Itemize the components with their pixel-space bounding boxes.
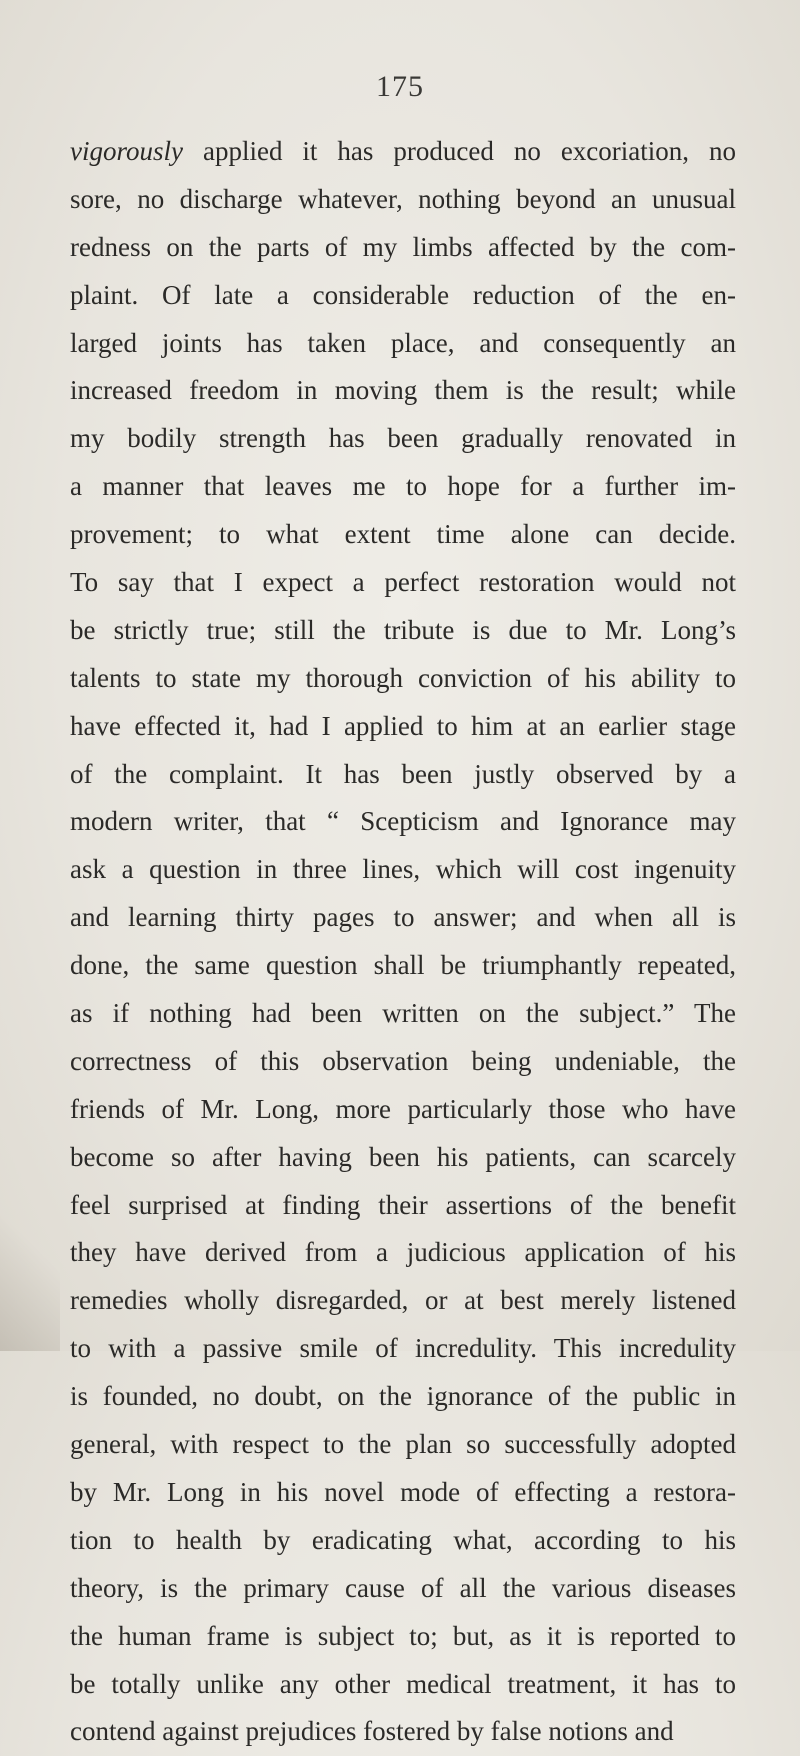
text-line-1 (70, 128, 736, 176)
text-line: sore, no discharge whatever, nothing beyond an unusual (70, 183, 736, 214)
text-line: general, with respect to the plan so successfully adopted (70, 1429, 736, 1460)
text-line: correctness of this observation being undeniable, the (70, 1045, 736, 1076)
text-line: be totally unlike any other medical treatment, it has to (70, 1668, 736, 1699)
text-line: modern writer, that “ Scepticism and Ignorance may (70, 806, 736, 837)
text-line: increased freedom in moving them is the result; while (70, 375, 736, 406)
text-line: the human frame is subject to; but, as it is reported to (70, 1620, 736, 1651)
text-line: plaint. Of late a considerable reduction of the en- (70, 279, 736, 310)
text-line: and learning thirty pages to answer; and when all is (70, 902, 736, 933)
text-line: To say that I expect a perfect restoration would not (70, 567, 736, 598)
text-line: larged joints has taken place, and consequently an (70, 327, 736, 358)
text-line: my bodily strength has been gradually renovated in (70, 423, 736, 454)
text-line: of the complaint. It has been justly observed by a (70, 758, 736, 789)
text-line: be strictly true; still the tribute is due to Mr. Long’s (70, 614, 736, 645)
text-line: tion to health by eradicating what, according to his (70, 1524, 736, 1555)
text-line: ask a question in three lines, which will cost ingenuity (70, 854, 736, 885)
text-line-1-rest: applied it has produced no excoriation, no (182, 136, 736, 166)
text-line: have effected it, had I applied to him at an earlier stage (70, 710, 736, 741)
text-line: remedies wholly disregarded, or at best merely listened (70, 1285, 736, 1316)
body-text (70, 128, 736, 1756)
text-line: friends of Mr. Long, more particularly those who have (70, 1093, 736, 1124)
italic-word: vigorously (70, 136, 183, 166)
text-line: a manner that leaves me to hope for a further im- (70, 471, 736, 502)
text-line: contend against prejudices fostered by false notions and (70, 1716, 674, 1747)
text-line: is founded, no doubt, on the ignorance of the public in (70, 1381, 736, 1412)
text-line: by Mr. Long in his novel mode of effecting a restora- (70, 1476, 736, 1507)
text-line: provement; to what extent time alone can decide. (70, 519, 736, 550)
text-line: as if nothing had been written on the subject.” The (70, 998, 736, 1029)
page-edge-shadow (0, 1211, 60, 1351)
text-line: to with a passive smile of incredulity. This incredulity (70, 1333, 736, 1364)
text-line: theory, is the primary cause of all the various diseases (70, 1572, 736, 1603)
text-line: redness on the parts of my limbs affected by the com- (70, 231, 736, 262)
text-line: talents to state my thorough conviction of his ability to (70, 662, 736, 693)
text-line: become so after having been his patients, can scarcely (70, 1141, 736, 1172)
text-line: they have derived from a judicious application of his (70, 1237, 736, 1268)
page-number: 175 (376, 70, 424, 103)
text-line: feel surprised at finding their assertions of the benefit (70, 1189, 736, 1220)
text-line: done, the same question shall be triumphantly repeated, (70, 950, 736, 981)
